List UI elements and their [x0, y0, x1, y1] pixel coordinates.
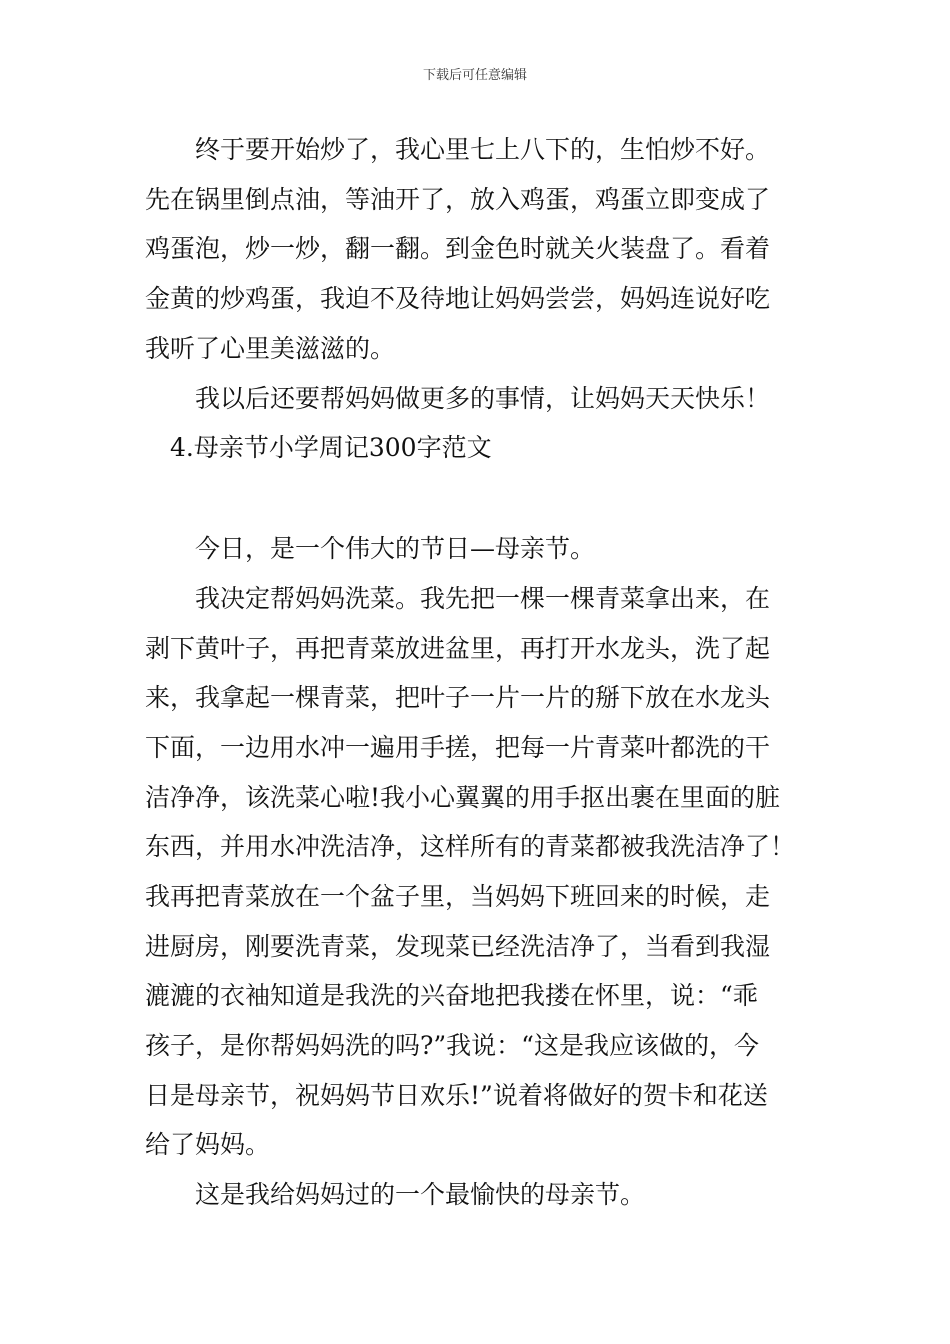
paragraph-line: 洁净净，该洗菜心啦!我小心翼翼的用手抠出裹在里面的脏 — [145, 783, 781, 812]
page-header: 下载后可任意编辑 — [422, 68, 527, 83]
paragraph-line: 我以后还要帮妈妈做更多的事情，让妈妈天天快乐！ — [195, 384, 771, 413]
paragraph-line: 日是母亲节，祝妈妈节日欢乐!”说着将做好的贺卡和花送 — [145, 1081, 768, 1110]
paragraph-line: 终于要开始炒了，我心里七上八下的，生怕炒不好。 — [195, 135, 771, 164]
paragraph-line: 鸡蛋泡，炒一炒，翻一翻。到金色时就关火装盘了。看着 — [145, 234, 771, 263]
paragraph-line: 我再把青菜放在一个盆子里，当妈妈下班回来的时候，走 — [145, 882, 771, 911]
paragraph-line: 今日，是一个伟大的节日—母亲节。 — [195, 534, 596, 563]
paragraph-line: 来，我拿起一棵青菜，把叶子一片一片的掰下放在水龙头 — [145, 683, 771, 712]
paragraph-line: 东西，并用水冲洗洁净，这样所有的青菜都被我洗洁净了！ — [145, 832, 796, 861]
paragraph-line: 剥下黄叶子，再把青菜放进盆里，再打开水龙头，洗了起 — [145, 634, 771, 663]
paragraph-line: 孩子，是你帮妈妈洗的吗?”我说：“这是我应该做的，今 — [145, 1031, 759, 1060]
paragraph-line: 这是我给妈妈过的一个最愉快的母亲节。 — [195, 1180, 646, 1209]
paragraph-line: 我听了心里美滋滋的。 — [145, 334, 396, 363]
paragraph-line: 先在锅里倒点油，等油开了，放入鸡蛋，鸡蛋立即变成了 — [145, 185, 771, 214]
paragraph-line: 下面，一边用水冲一遍用手搓，把每一片青菜叶都洗的干 — [145, 733, 771, 762]
paragraph-line: 我决定帮妈妈洗菜。我先把一棵一棵青菜拿出来，在 — [195, 584, 771, 613]
paragraph-line: 金黄的炒鸡蛋，我迫不及待地让妈妈尝尝，妈妈连说好吃 — [145, 284, 771, 313]
section-title: 4.母亲节小学周记300字范文 — [170, 433, 492, 462]
paragraph-line: 漉漉的衣袖知道是我洗的兴奋地把我搂在怀里，说：“乖 — [145, 981, 758, 1010]
paragraph-line: 给了妈妈。 — [145, 1130, 271, 1159]
paragraph-line: 进厨房，刚要洗青菜，发现菜已经洗洁净了，当看到我湿 — [145, 932, 771, 961]
